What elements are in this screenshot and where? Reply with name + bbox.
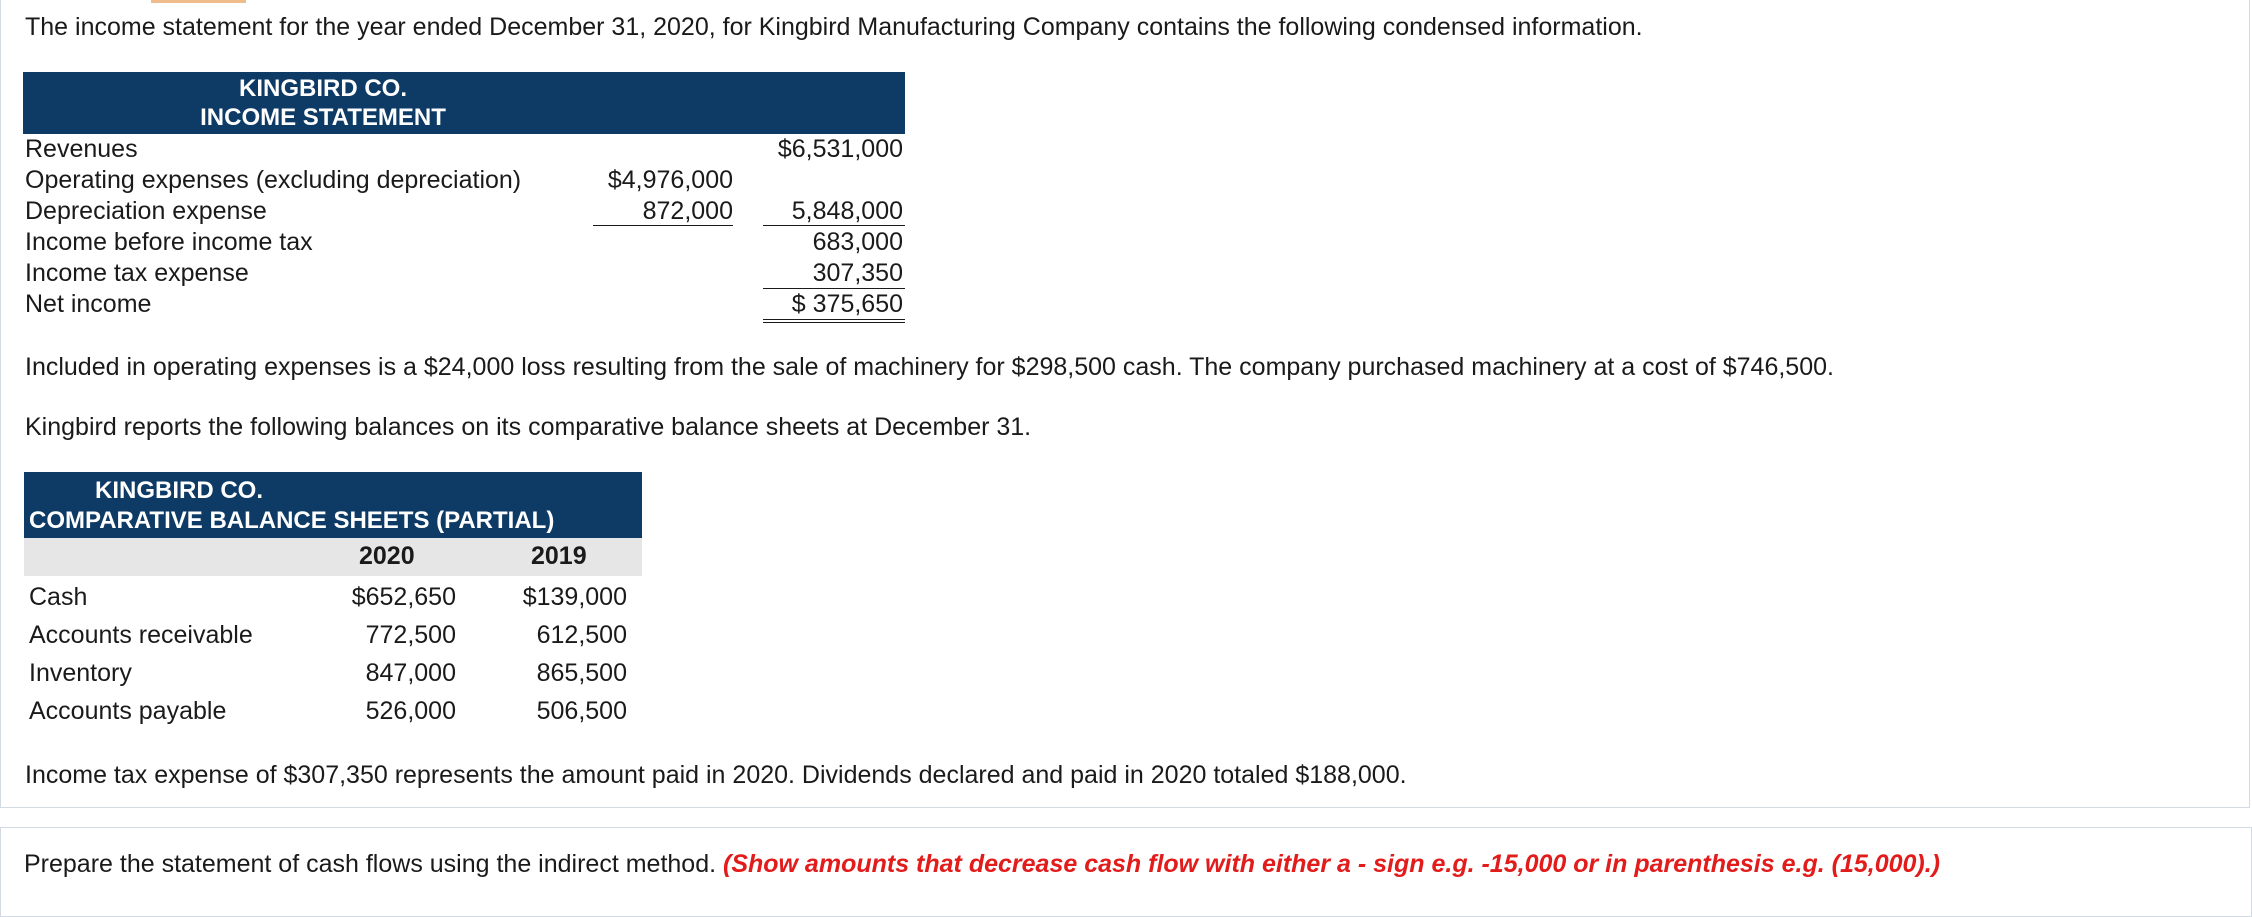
row-total: $ 375,650: [791, 290, 903, 318]
loss-paragraph: Included in operating expenses is a $24,000 loss resulting from the sale of machinery for $298,500 cash. The company purchased machinery at a cost of $746,500.: [25, 353, 1834, 381]
value-2020: 526,000: [365, 697, 456, 725]
is-company-name: KINGBIRD CO.: [239, 75, 407, 102]
tax-dividends-paragraph: Income tax expense of $307,350 represents the amount paid in 2020. Dividends declared and paid in 2020 totaled $188,000.: [25, 761, 1407, 789]
value-2019: $139,000: [522, 583, 627, 611]
row-label: Income tax expense: [25, 259, 249, 287]
intro-text: The income statement for the year ended December 31, 2020, for Kingbird Manufacturing Company contains the following condensed information.: [25, 13, 1643, 41]
underline: [763, 225, 905, 226]
year-2019: 2019: [531, 542, 587, 570]
balance-sheet-header: [24, 472, 642, 538]
income-statement-table: [23, 72, 905, 320]
value-2020: 772,500: [365, 621, 456, 649]
table-row: [23, 196, 905, 227]
table-row: [24, 614, 642, 652]
top-accent-line: [151, 0, 246, 3]
double-underline: [763, 322, 905, 323]
row-label: Accounts receivable: [29, 621, 253, 649]
year-header-row: [24, 538, 642, 576]
income-statement-header: [23, 72, 905, 134]
is-title: INCOME STATEMENT: [200, 104, 446, 131]
row-label: Net income: [25, 290, 152, 318]
bs-title: COMPARATIVE BALANCE SHEETS (PARTIAL): [29, 507, 555, 534]
value-2020: 847,000: [365, 659, 456, 687]
value-2019: 612,500: [536, 621, 627, 649]
year-2020: 2020: [359, 542, 415, 570]
value-2019: 865,500: [536, 659, 627, 687]
instruction-note: (Show amounts that decrease cash flow with either a - sign e.g. -15,000 or in parenthesis e.g. (15,000).): [723, 850, 1941, 878]
table-row: [24, 690, 642, 728]
table-row: [23, 227, 905, 258]
instruction-text: [24, 847, 1940, 881]
double-underline: [763, 319, 905, 320]
row-label: Cash: [29, 583, 88, 611]
balance-sheet-table: [24, 472, 642, 728]
underline: [593, 225, 733, 226]
row-label: Revenues: [25, 135, 138, 163]
value-2020: $652,650: [351, 583, 456, 611]
row-label: Operating expenses (excluding depreciation): [25, 166, 522, 194]
table-row: [24, 652, 642, 690]
row-total: 5,848,000: [791, 197, 903, 225]
row-amount: 872,000: [642, 197, 733, 225]
value-2019: 506,500: [536, 697, 627, 725]
row-label: Accounts payable: [29, 697, 227, 725]
row-total: 307,350: [812, 259, 903, 287]
bs-company-name: KINGBIRD CO.: [95, 477, 263, 504]
row-label: Depreciation expense: [25, 197, 267, 225]
table-row: [23, 289, 905, 320]
row-label: Income before income tax: [25, 228, 313, 256]
row-amount: $4,976,000: [607, 166, 733, 194]
table-row: [24, 576, 642, 614]
row-label: Inventory: [29, 659, 132, 687]
table-row: [23, 258, 905, 289]
instruction-main: Prepare the statement of cash flows using the indirect method.: [24, 850, 717, 878]
table-row: [23, 134, 905, 165]
table-row: [23, 165, 905, 196]
row-total: 683,000: [812, 228, 903, 256]
row-total: $6,531,000: [777, 135, 903, 163]
balances-paragraph: Kingbird reports the following balances on its comparative balance sheets at December 31.: [25, 413, 1032, 441]
